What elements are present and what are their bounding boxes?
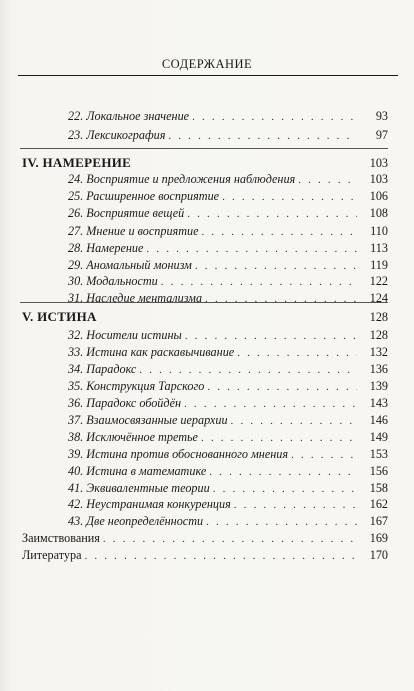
toc-page-number: 149 — [369, 430, 388, 444]
dot-leader — [146, 241, 357, 257]
toc-page-number: 156 — [369, 464, 388, 478]
dot-leader — [192, 109, 357, 125]
toc-entry-title: 43. Две неопределённости — [68, 514, 204, 528]
toc-row — [68, 513, 388, 529]
toc-row — [68, 327, 388, 343]
toc-entry-title: 29. Аномальный монизм — [68, 258, 192, 272]
toc-section-row — [22, 155, 388, 171]
toc-entry-title: 26. Восприятие вещей — [68, 206, 185, 220]
dot-leader — [237, 345, 357, 361]
toc-entry-title: 25. Расширенное восприятие — [68, 189, 220, 203]
toc-page-number: 143 — [369, 396, 388, 410]
dot-leader — [291, 447, 357, 463]
toc-entry-title: 33. Истина как раскавычивание — [68, 345, 235, 359]
toc-entry-title: 27. Мнение и восприятие — [68, 224, 199, 238]
toc-page-number: 153 — [369, 447, 388, 461]
toc-entry-title: 35. Конструкция Тарского — [68, 379, 205, 393]
toc-row — [68, 480, 388, 496]
toc-entry-title: 34. Парадокс — [68, 362, 137, 376]
toc-page-number: 136 — [369, 362, 388, 376]
toc-page-number: 128 — [369, 310, 388, 324]
dot-leader — [168, 128, 357, 144]
toc-row — [68, 188, 388, 204]
toc-page-number: 122 — [369, 274, 388, 288]
toc-entry-title: 38. Исключённое третье — [68, 430, 198, 444]
toc-page-number: 93 — [375, 109, 388, 123]
toc-page-number: 110 — [370, 224, 388, 238]
toc-page-number: 158 — [369, 481, 388, 495]
toc-row — [68, 395, 388, 411]
toc-entry-title: 30. Модальности — [68, 274, 158, 288]
toc-row — [68, 496, 388, 512]
dot-leader — [222, 189, 357, 205]
toc-page-number: 108 — [369, 206, 388, 220]
dot-leader — [139, 362, 357, 378]
toc-page-number: 97 — [375, 128, 388, 142]
toc-page-number: 132 — [369, 345, 388, 359]
toc-row — [68, 361, 388, 377]
toc-page-number: 106 — [369, 189, 388, 203]
toc-row — [68, 205, 388, 221]
toc-entry-title: 24. Восприятие и предложения наблюдения — [68, 172, 296, 186]
dot-leader — [206, 514, 357, 530]
toc-page-number: 124 — [369, 291, 388, 305]
toc-page-number: 169 — [369, 531, 388, 545]
dot-leader — [201, 430, 357, 446]
dot-leader — [207, 379, 357, 395]
toc-entry-title: 41. Эквивалентные теории — [68, 481, 210, 495]
toc-row — [68, 127, 388, 143]
page-title: СОДЕРЖАНИЕ — [161, 57, 253, 71]
dot-leader — [195, 258, 357, 274]
dot-leader — [187, 206, 357, 222]
dot-leader — [161, 274, 357, 290]
toc-entry-title: 40. Истина в математике — [68, 464, 207, 478]
toc-entry-title: Заимствования — [22, 531, 100, 545]
dot-leader — [213, 481, 357, 497]
dot-leader — [202, 224, 357, 240]
toc-page-number: 162 — [369, 497, 388, 511]
toc-page-number: 146 — [369, 413, 388, 427]
toc-page-number: 103 — [369, 156, 388, 170]
toc-row — [68, 240, 388, 256]
toc-row — [68, 108, 388, 124]
toc-entry-title: 37. Взаимосвязанные иерархии — [68, 413, 228, 427]
toc-entry-title: 42. Неустранимая конкуренция — [68, 497, 231, 511]
toc-row — [68, 446, 388, 462]
toc-entry-title: V. ИСТИНА — [22, 309, 97, 324]
toc-entry-title: 32. Носители истины — [68, 328, 182, 342]
toc-entry-title: 31. Наследие ментализма — [68, 291, 203, 305]
toc-row — [68, 344, 388, 360]
dot-leader — [298, 172, 357, 188]
dot-leader — [231, 413, 357, 429]
toc-page-number: 119 — [370, 258, 388, 272]
dot-leader — [103, 531, 357, 547]
dot-leader — [209, 464, 357, 480]
toc-section-row — [22, 309, 388, 325]
toc-page-number: 113 — [370, 241, 388, 255]
toc-entry-title: 28. Намерение — [68, 241, 144, 255]
toc-row — [68, 273, 388, 289]
toc-page-number: 128 — [369, 328, 388, 342]
toc-entry-title: 39. Истина против обоснованного мнения — [68, 447, 289, 461]
toc-page-number: 103 — [369, 172, 388, 186]
dot-leader — [234, 497, 357, 513]
toc-row — [68, 429, 388, 445]
toc-row — [68, 257, 388, 273]
toc-row — [22, 530, 388, 546]
toc-page-number: 170 — [369, 548, 388, 562]
toc-page-number: 139 — [369, 379, 388, 393]
dot-leader — [185, 328, 357, 344]
toc-row — [68, 463, 388, 479]
toc-row — [68, 412, 388, 428]
dot-leader — [84, 548, 357, 564]
toc-entry-title: Литература — [22, 548, 82, 562]
toc-page-number: 167 — [369, 514, 388, 528]
toc-entry-title: 23. Лексикография — [68, 128, 166, 142]
toc-row — [22, 547, 388, 563]
dot-leader — [184, 396, 357, 412]
toc-entry-title: 22. Локальное значение — [68, 109, 190, 123]
section-separator — [20, 148, 388, 149]
toc-row — [68, 171, 388, 187]
toc-entry-title: IV. НАМЕРЕНИЕ — [22, 155, 132, 170]
toc-entry-title: 36. Парадокс обойдён — [68, 396, 182, 410]
toc-row — [68, 378, 388, 394]
toc-row — [68, 223, 388, 239]
toc-row — [68, 290, 388, 306]
dot-leader — [205, 291, 357, 307]
